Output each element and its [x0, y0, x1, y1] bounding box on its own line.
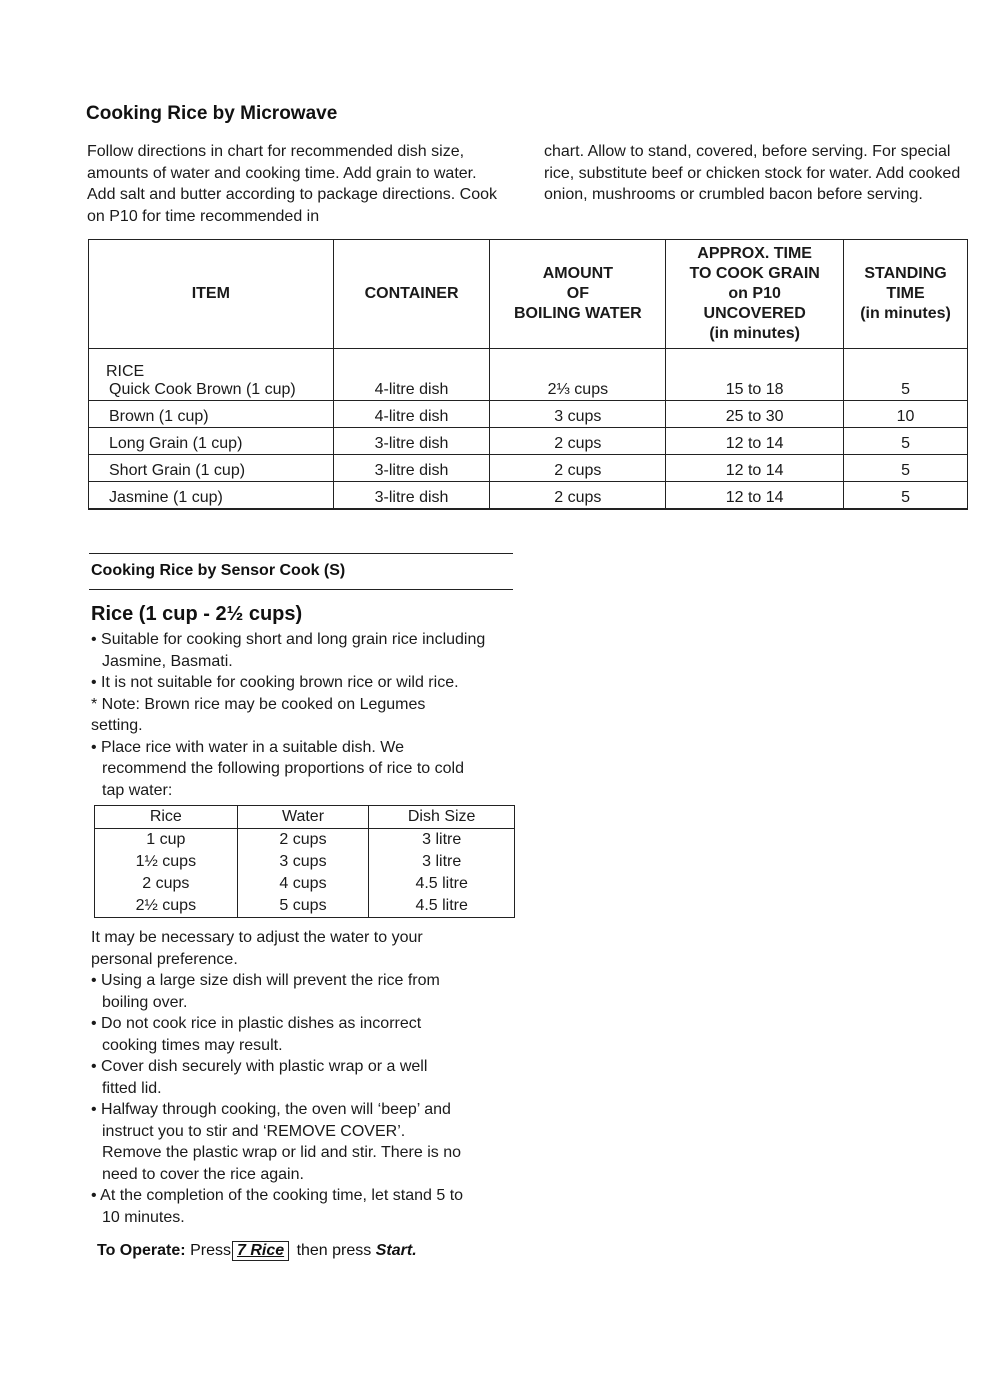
table-row: [95, 851, 515, 873]
note-line: boiling over.: [102, 993, 188, 1011]
table-row: [95, 895, 515, 918]
note-line: tap water:: [102, 781, 173, 799]
note-line: cooking times may result.: [102, 1036, 283, 1054]
ratio-header-rice: Rice: [95, 806, 238, 829]
note-line: 10 minutes.: [102, 1208, 185, 1226]
note-line: • Using a large size dish will prevent the rice from: [91, 972, 440, 989]
cell-item: Short Grain (1 cup): [89, 455, 334, 482]
col-header-water: AMOUNT OF BOILING WATER: [490, 240, 666, 349]
cell-container: 3-litre dish: [333, 482, 490, 510]
cell-item: Jasmine (1 cup): [89, 482, 334, 510]
note-line: * Note: Brown rice may be cooked on Legumes: [91, 695, 426, 713]
note-line: • Cover dish securely with plastic wrap or a well: [91, 1058, 428, 1075]
col-header-item: ITEM: [89, 240, 334, 349]
note-line: personal preference.: [91, 950, 238, 968]
divider-top: [89, 553, 513, 554]
cell-item: Long Grain (1 cup): [89, 428, 334, 455]
cell-water: 2 cups: [490, 428, 666, 455]
cell-time: 12 to 14: [666, 455, 844, 482]
cell-container: 3-litre dish: [333, 428, 490, 455]
ratio-cell: 3 litre: [369, 829, 515, 852]
rice-subheading: Rice (1 cup - 2½ cups): [91, 603, 303, 625]
cell-standing: 5: [844, 455, 968, 482]
ratio-cell: 2½ cups: [95, 895, 238, 918]
cell-item: RICE Quick Cook Brown (1 cup): [89, 349, 334, 401]
col-header-time: APPROX. TIME TO COOK GRAIN on P10 UNCOVERED (in minutes): [666, 240, 844, 349]
divider-bottom: [89, 589, 513, 590]
cell-container: 4-litre dish: [333, 401, 490, 428]
group-label: RICE: [106, 363, 145, 380]
table-row: [95, 829, 515, 852]
ratio-cell: 5 cups: [237, 895, 369, 918]
ratio-cell: 4 cups: [237, 873, 369, 895]
table-row: [89, 455, 968, 482]
table-row: [95, 873, 515, 895]
cell-water: 2⅓ cups: [490, 349, 666, 401]
sensor-section-title: Cooking Rice by Sensor Cook (S): [91, 562, 346, 579]
cell-standing: 10: [844, 401, 968, 428]
note-line: It may be necessary to adjust the water to your: [91, 929, 423, 946]
ratio-header-row: [95, 806, 515, 829]
cell-standing: 5: [844, 349, 968, 401]
microwave-rice-table: [88, 239, 968, 510]
cell-standing: 5: [844, 482, 968, 510]
cell-time: 15 to 18: [666, 349, 844, 401]
col-header-container: CONTAINER: [333, 240, 490, 349]
cell-container: 3-litre dish: [333, 455, 490, 482]
table-row: [89, 401, 968, 428]
cell-time: 12 to 14: [666, 428, 844, 455]
note-line: need to cover the rice again.: [102, 1165, 304, 1183]
cell-container: 4-litre dish: [333, 349, 490, 401]
note-line: instruct you to stir and ‘REMOVE COVER’.: [102, 1122, 406, 1140]
note-line: • Place rice with water in a suitable dish. We: [91, 738, 404, 756]
ratio-cell: 4.5 litre: [369, 895, 515, 918]
cell-time: 25 to 30: [666, 401, 844, 428]
ratio-cell: 2 cups: [237, 829, 369, 852]
table-row: [89, 428, 968, 455]
operate-press-text: Press: [190, 1242, 231, 1259]
note-line: • At the completion of the cooking time, let stand 5 to: [91, 1187, 464, 1204]
ratio-header-dish: Dish Size: [369, 806, 515, 829]
table-row: [89, 349, 968, 401]
start-key-label[interactable]: Start.: [375, 1242, 417, 1259]
cell-water: 2 cups: [490, 482, 666, 510]
ratio-cell: 1 cup: [95, 829, 238, 852]
note-line: • It is not suitable for cooking brown rice or wild rice.: [91, 674, 459, 691]
note-line: fitted lid.: [102, 1079, 162, 1097]
note-line: • Suitable for cooking short and long grain rice including: [91, 631, 486, 648]
note-line: recommend the following proportions of rice to cold: [102, 760, 464, 777]
ratio-cell: 2 cups: [95, 873, 238, 895]
cell-water: 2 cups: [490, 455, 666, 482]
operate-then-text: then press: [296, 1242, 372, 1259]
cell-item: Brown (1 cup): [89, 401, 334, 428]
note-line: Jasmine, Basmati.: [102, 652, 233, 670]
table-header-row: [89, 240, 968, 349]
microwave-section-title: Cooking Rice by Microwave: [86, 103, 338, 124]
ratio-header-water: Water: [237, 806, 369, 829]
col-header-standing: STANDING TIME (in minutes): [844, 240, 968, 349]
cell-time: 12 to 14: [666, 482, 844, 510]
table-row: [89, 482, 968, 510]
note-line: Remove the plastic wrap or lid and stir. There is no: [102, 1144, 461, 1161]
operate-label: To Operate:: [97, 1242, 186, 1259]
note-line: • Halfway through cooking, the oven will ‘beep’ and: [91, 1101, 451, 1118]
note-line: setting.: [91, 717, 143, 734]
ratio-cell: 3 litre: [369, 851, 515, 873]
note-line: • Do not cook rice in plastic dishes as incorrect: [91, 1015, 422, 1032]
rice-key-button[interactable]: 7 Rice: [232, 1241, 289, 1261]
microwave-intro-right: chart. Allow to stand, covered, before serving. For special rice, substitute beef or chicken stock for water. Add cooked onion, mushrooms or crumbled bacon before serving.: [544, 143, 961, 203]
sensor-notes-top: [91, 629, 516, 801]
cell-water: 3 cups: [490, 401, 666, 428]
ratio-cell: 1½ cups: [95, 851, 238, 873]
sensor-notes-bottom: [91, 927, 516, 1228]
ratio-cell: 4.5 litre: [369, 873, 515, 895]
operate-instruction: [97, 1241, 417, 1261]
cell-standing: 5: [844, 428, 968, 455]
microwave-intro-left: Follow directions in chart for recommended dish size, amounts of water and cooking time. Add grain to water. Add salt and butter according to package directions. Cook on P10 for time recommended in: [87, 143, 498, 225]
rice-water-ratio-table: [94, 805, 515, 918]
ratio-cell: 3 cups: [237, 851, 369, 873]
